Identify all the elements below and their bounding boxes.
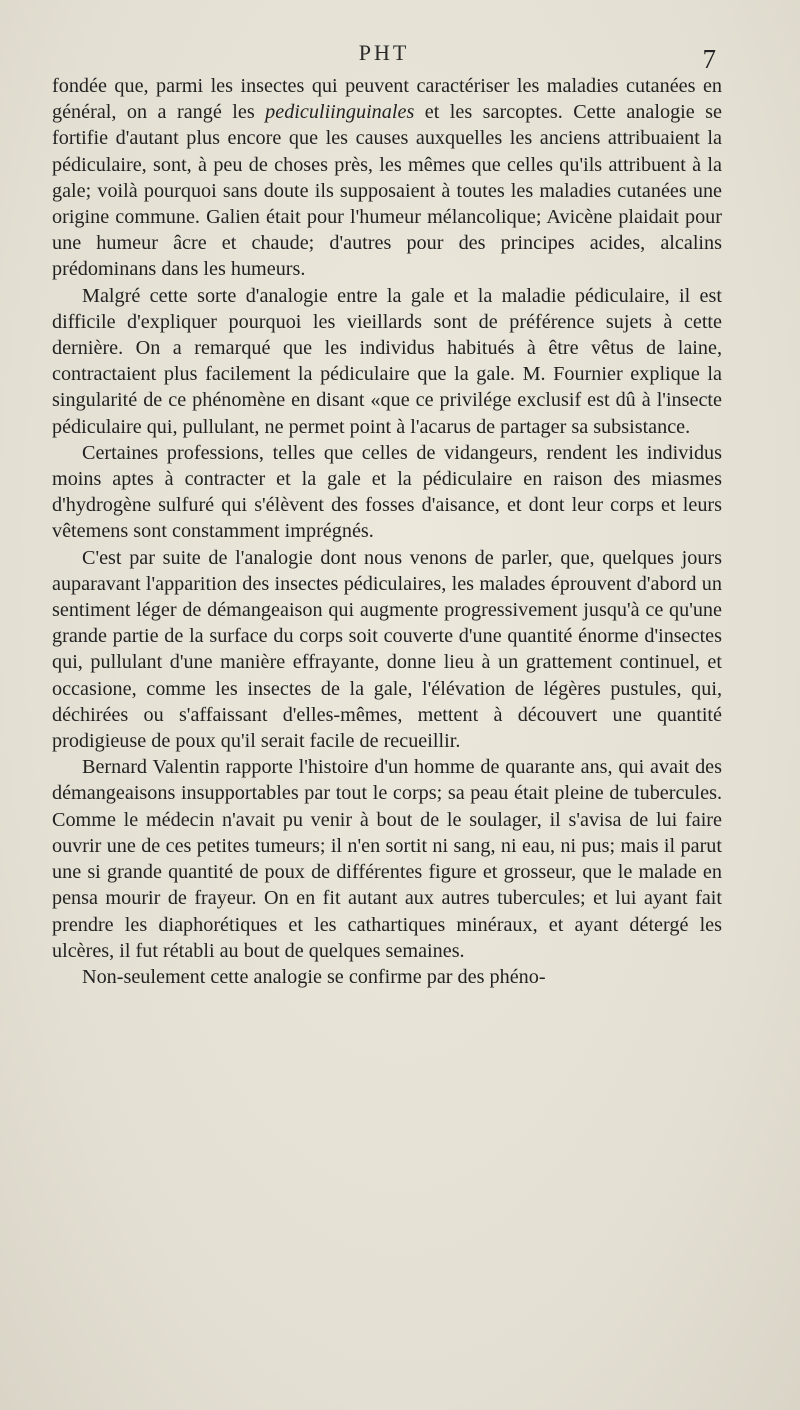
- page-number: 7: [702, 44, 716, 74]
- paragraph-4: C'est par suite de l'analogie dont nous venons de parler, que, quelques jours auparavant l'apparition des insectes pédiculaires, les malades éprouvent d'abord un sentiment léger de démangeaison qui augmente progressivement jusqu'à ce qu'une grande partie de la surface du corps soit couverte d'une quantité énorme d'insectes qui, pullulant d'une manière effrayante, donne lieu à un grattement continuel, et occasione, comme les insectes de la gale, l'élévation de légères pustules, qui, déchirées ou s'affaissant d'elles-mêmes, mettent à découvert une quantité prodigieuse de poux qu'il serait facile de recueillir.: [52, 546, 722, 753]
- paragraph-1-text-start: fondée que, parmi les insectes qui peuvent caractériser les maladies cutanées en général, on a rangé les: [52, 75, 722, 124]
- paragraph-3: Certaines professions, telles que celles de vidangeurs, rendent les individus moins aptes à contracter et la gale et la pédiculaire en raison des miasmes d'hydrogène sulfuré qui s'élèvent des fosses d'aisance, et dont leur corps et leurs vêtemens sont constamment imprégnés.: [52, 441, 722, 543]
- paragraph-1-italic-term: pediculiinguinales: [265, 101, 415, 124]
- paragraph-1: [52, 73, 722, 283]
- paragraph-2: Malgré cette sorte d'analogie entre la gale et la maladie pédiculaire, il est difficile d'expliquer pourquoi les vieillards sont de préférence sujets à cette dernière. On a remarqué que les individus habitués à être vêtus de laine, contractaient plus facilement la pédiculaire que la gale. M. Fournier explique la singularité de ce phénomène en disant «que ce privilége exclusif est dû à l'insecte pédiculaire qui, pullulant, ne permet point à l'acarus de partager sa subsistance.: [52, 284, 722, 438]
- page-header: [52, 40, 716, 74]
- body-text: [52, 73, 722, 990]
- paragraph-6: Non-seulement cette analogie se confirme par des phéno-: [82, 965, 546, 988]
- running-head: PHT: [358, 40, 410, 65]
- paragraph-5: Bernard Valentin rapporte l'histoire d'un homme de quarante ans, qui avait des démangeaisons insupportables par tout le corps; sa peau était pleine de tubercules. Comme le médecin n'avait pu venir à bout de le soulager, il s'avisa de lui faire ouvrir une de ces petites tumeurs; il n'en sortit ni sang, ni eau, ni pus; mais il parut une si grande quantité de poux de différentes figure et grosseur, que le malade en pensa mourir de frayeur. On en fit autant aux autres tubercules; et lui ayant fait prendre les diaphorétiques et les cathartiques minéraux, et ayant détergé les ulcères, il fut rétabli au bout de quelques semaines.: [52, 756, 722, 962]
- paragraph-1-text-end: et les sarcoptes. Cette analogie se fortifie d'autant plus encore que les causes auxquelles les anciens attribuaient la pédiculaire, sont, à peu de choses près, les mêmes que celles qu'ils attribuent à la gale; voilà pourquoi sans doute ils supposaient à toutes les maladies cutanées une origine commune. Galien était pour l'humeur mélancolique; Avicène plaidait pour une humeur âcre et chaude; d'autres pour des principes acides, alcalins prédominans dans les humeurs.: [52, 101, 723, 281]
